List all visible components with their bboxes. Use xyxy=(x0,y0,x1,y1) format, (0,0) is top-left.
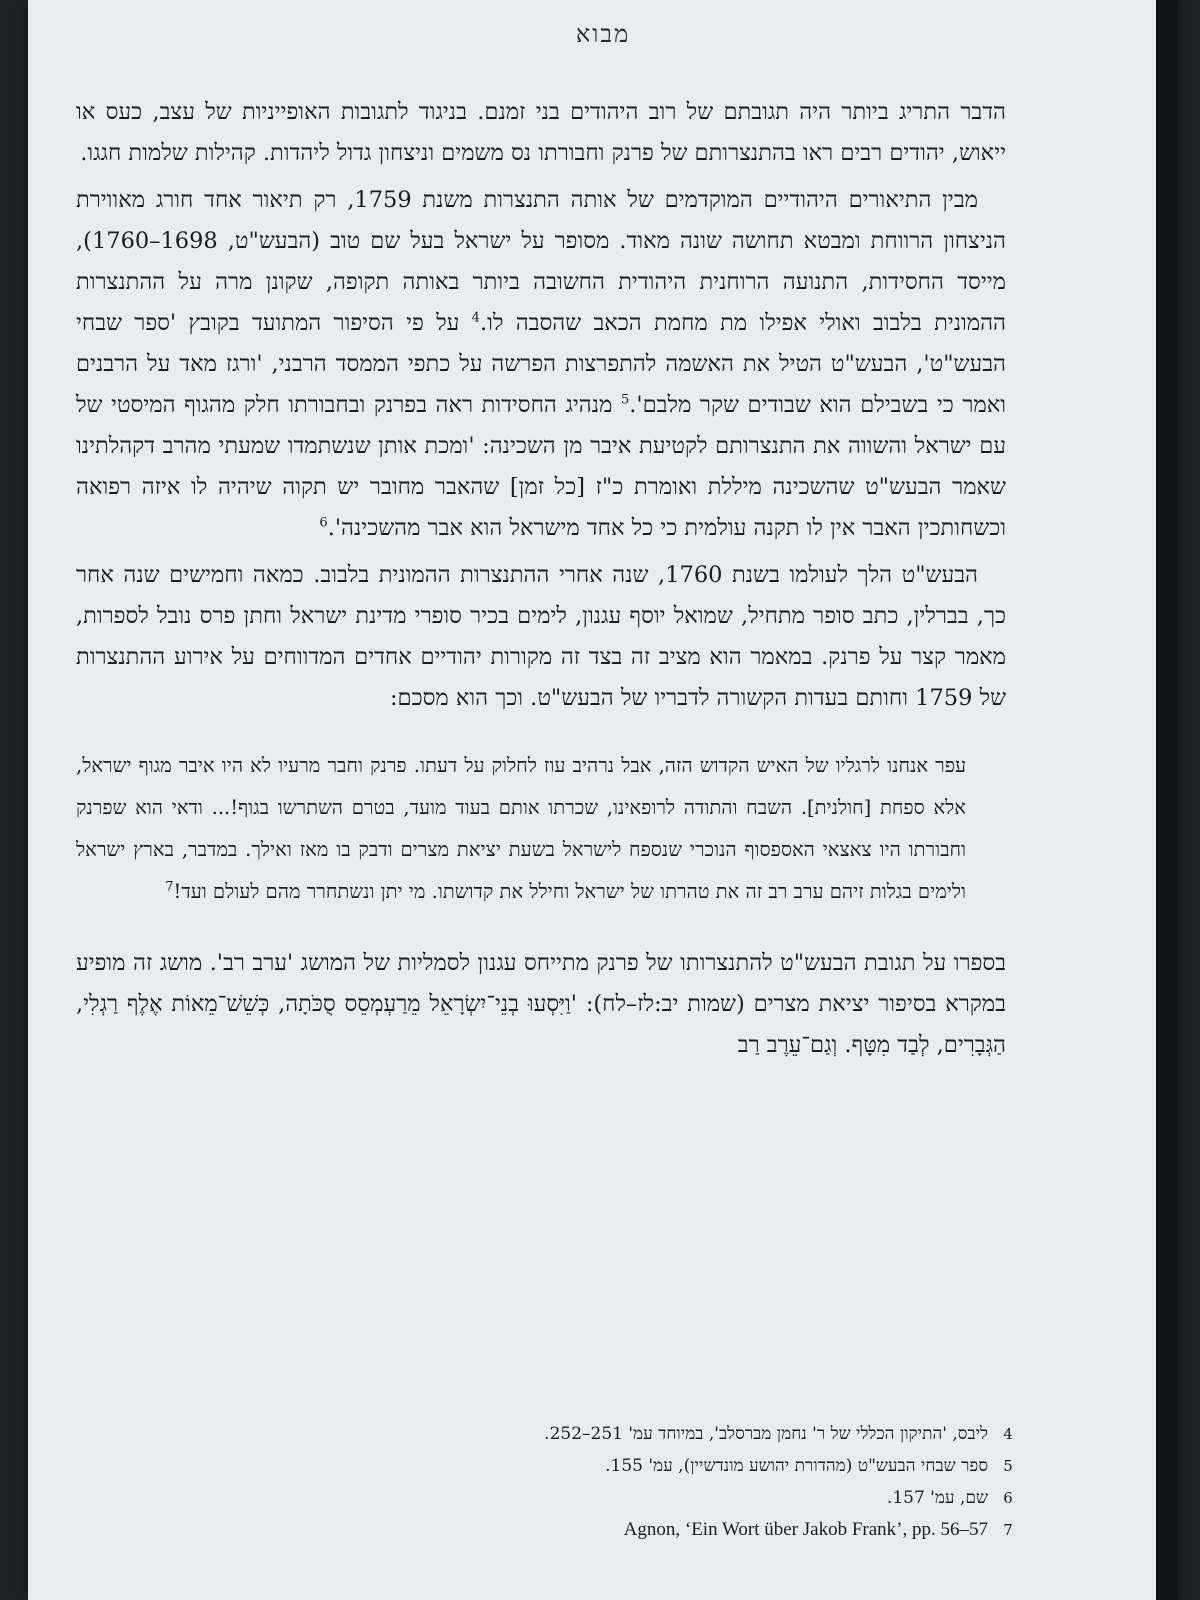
footnote-number: 5 xyxy=(1003,1457,1013,1475)
block-quote xyxy=(76,745,966,913)
footnote-number: 6 xyxy=(1003,1489,1013,1507)
paragraph-2-text: מבין התיאורים היהודיים המוקדמים של אותה התנצרות משנת 1759, רק תיאור אחד חורג מאווירת הניצחון הרווחת ומבטא תחושה שונה מאוד. מסופר על ישראל בעל שם טוב (הבעש"ט, 1698–1760), מייסד החסידות, התנועה הרוחנית היהודית החשובה ביותר באותה תקופה, שקונן מרה על ההתנצרות ההמונית בלבוב ואולי אפילו מת מחמת הכאב שהסבה לו. xyxy=(76,187,1006,336)
footnote-6 xyxy=(88,1482,1028,1514)
footnotes xyxy=(88,1418,1028,1546)
footnote-text: ספר שבחי הבעש"ט (מהדורת יהושע מונדשיין), עמ' 155. xyxy=(605,1456,988,1476)
footnote-mark-7: 7 xyxy=(165,879,174,895)
closing-paragraph-text: בספרו על תגובת הבעש"ט להתנצרותו של פרנק מתייחס עגנון לסמליות של המושג 'ערב רב'. מושג זה מופיע במקרא בסיפור יציאת מצרים (שמות יב:לז–לח): 'וַיִּסְעוּ בְנֵי־יִשְׂרָאֵל מֵרַעְמְסֵס סֻכֹּתָה, כְּשֵׁשׁ־מֵאוֹת אֶלֶף רַגְלִי, הַגְּבָרִים, לְבַד מִטָּף. וְגַם־עֵרֶב רַב xyxy=(76,950,1006,1058)
book-page xyxy=(28,0,1178,1600)
paragraph-3-text: הבעש"ט הלך לעולמו בשנת 1760, שנה אחרי ההתנצרות ההמונית בלבוב. כמאה וחמישים שנה אחר כך, בברלין, כתב סופר מתחיל, שמואל יוסף עגנון, לימים בכיר סופרי מדינת ישראל וחתן פרס נובל לספרות, מאמר קצר על פרנק. במאמר הוא מציב זה בצד זה מקורות יהודיים אחדים המדווחים על אירוע ההתנצרות של 1759 וחותם בעדות הקשורה לדבריו של הבעש"ט. וכך הוא מסכם: xyxy=(76,562,1006,711)
block-quote-text: עפר אנחנו לרגליו של האיש הקדוש הזה, אבל נרהיב עוז לחלוק על דעתו. פרנק וחבר מרעיו לא היו איבר מגוף ישראל, אלא ספחת [חולנית]. השבח והתודה לרופאינו, שכרתו אותם בעוד מועד, בטרם השתרשו בגוף!... ודאי הוא שפרנק וחבורתו היו צאצאי האספסוף הנוכרי שנספח לישראל בשעת יציאת מצרים ודבק בו מאז ואילך. במדבר, בארץ ישראל ולימים בגלות זיהם ערב רב זה את טהרתו של ישראל וחילל את קדושתו. מי יתן ונשתחרר מהם לעולם ועד! xyxy=(76,754,966,903)
footnote-4 xyxy=(88,1418,1028,1450)
paragraph-1-text: הדבר התריג ביותר היה תגובתם של רוב היהודים בני זמנם. בניגוד לתגובות האופייניות של עצב, כעס או ייאוש, יהודים רבים ראו בהתנצרותם של פרנק וחבורתו נס משמים וניצחון גדול ליהדות. קהילות שלמות חגגו. xyxy=(76,99,1006,166)
paragraph-2c-text: מנהיג החסידות ראה בפרנק ובחבורתו חלק מהגוף המיסטי של עם ישראל והשווה את התנצרותם לקטיעת איבר מן השכינה: 'ומכת אותן שנשתמדו שמעתי מהרב דקהלתינו שאמר הבעש"ט שהשכינה מיללת ואומרת כ"ז [כל זמן] שהאבר מחובר יש תקוה שיהיה לו איזה רפואה וכשחותכין האבר אין לו תקנה עולמית כי כל אחד מישראל הוא אבר מהשכינה'. xyxy=(76,392,1006,541)
paragraph-1 xyxy=(76,92,1006,174)
footnote-text: שם, עמ' 157. xyxy=(886,1488,988,1508)
footnote-number: 7 xyxy=(1003,1521,1013,1539)
paragraph-3 xyxy=(76,555,1006,719)
footnote-mark-4: 4 xyxy=(471,310,480,326)
footnote-7 xyxy=(88,1514,1028,1546)
footnote-mark-5: 5 xyxy=(620,392,630,408)
footnote-text: Agnon, ‘Ein Wort über Jakob Frank’, pp. 56–57 xyxy=(623,1519,988,1540)
page-edge-shadow xyxy=(1156,0,1178,1600)
paragraph-2b-text: על פי הסיפור המתועד בקובץ 'ספר שבחי הבעש"ט', הבעש"ט הטיל את האשמה להתפרצות הפרשה על כתפי הממסד הרבני, 'ורגז מאד על הרבנים ואמר כי בשבילם הוא שבודים שקר מלבם'. xyxy=(76,310,1006,418)
paragraph-2 xyxy=(76,180,1006,549)
footnote-5 xyxy=(88,1450,1028,1482)
main-text xyxy=(76,92,1006,1072)
closing-paragraph xyxy=(76,943,1006,1066)
footnote-mark-6: 6 xyxy=(319,515,328,531)
running-head: מבוא xyxy=(575,20,631,48)
footnote-number: 4 xyxy=(1003,1425,1013,1443)
footnote-text: ליבס, 'התיקון הכללי של ר' נחמן מברסלב', במיוחד עמ' 251–252. xyxy=(544,1424,988,1444)
